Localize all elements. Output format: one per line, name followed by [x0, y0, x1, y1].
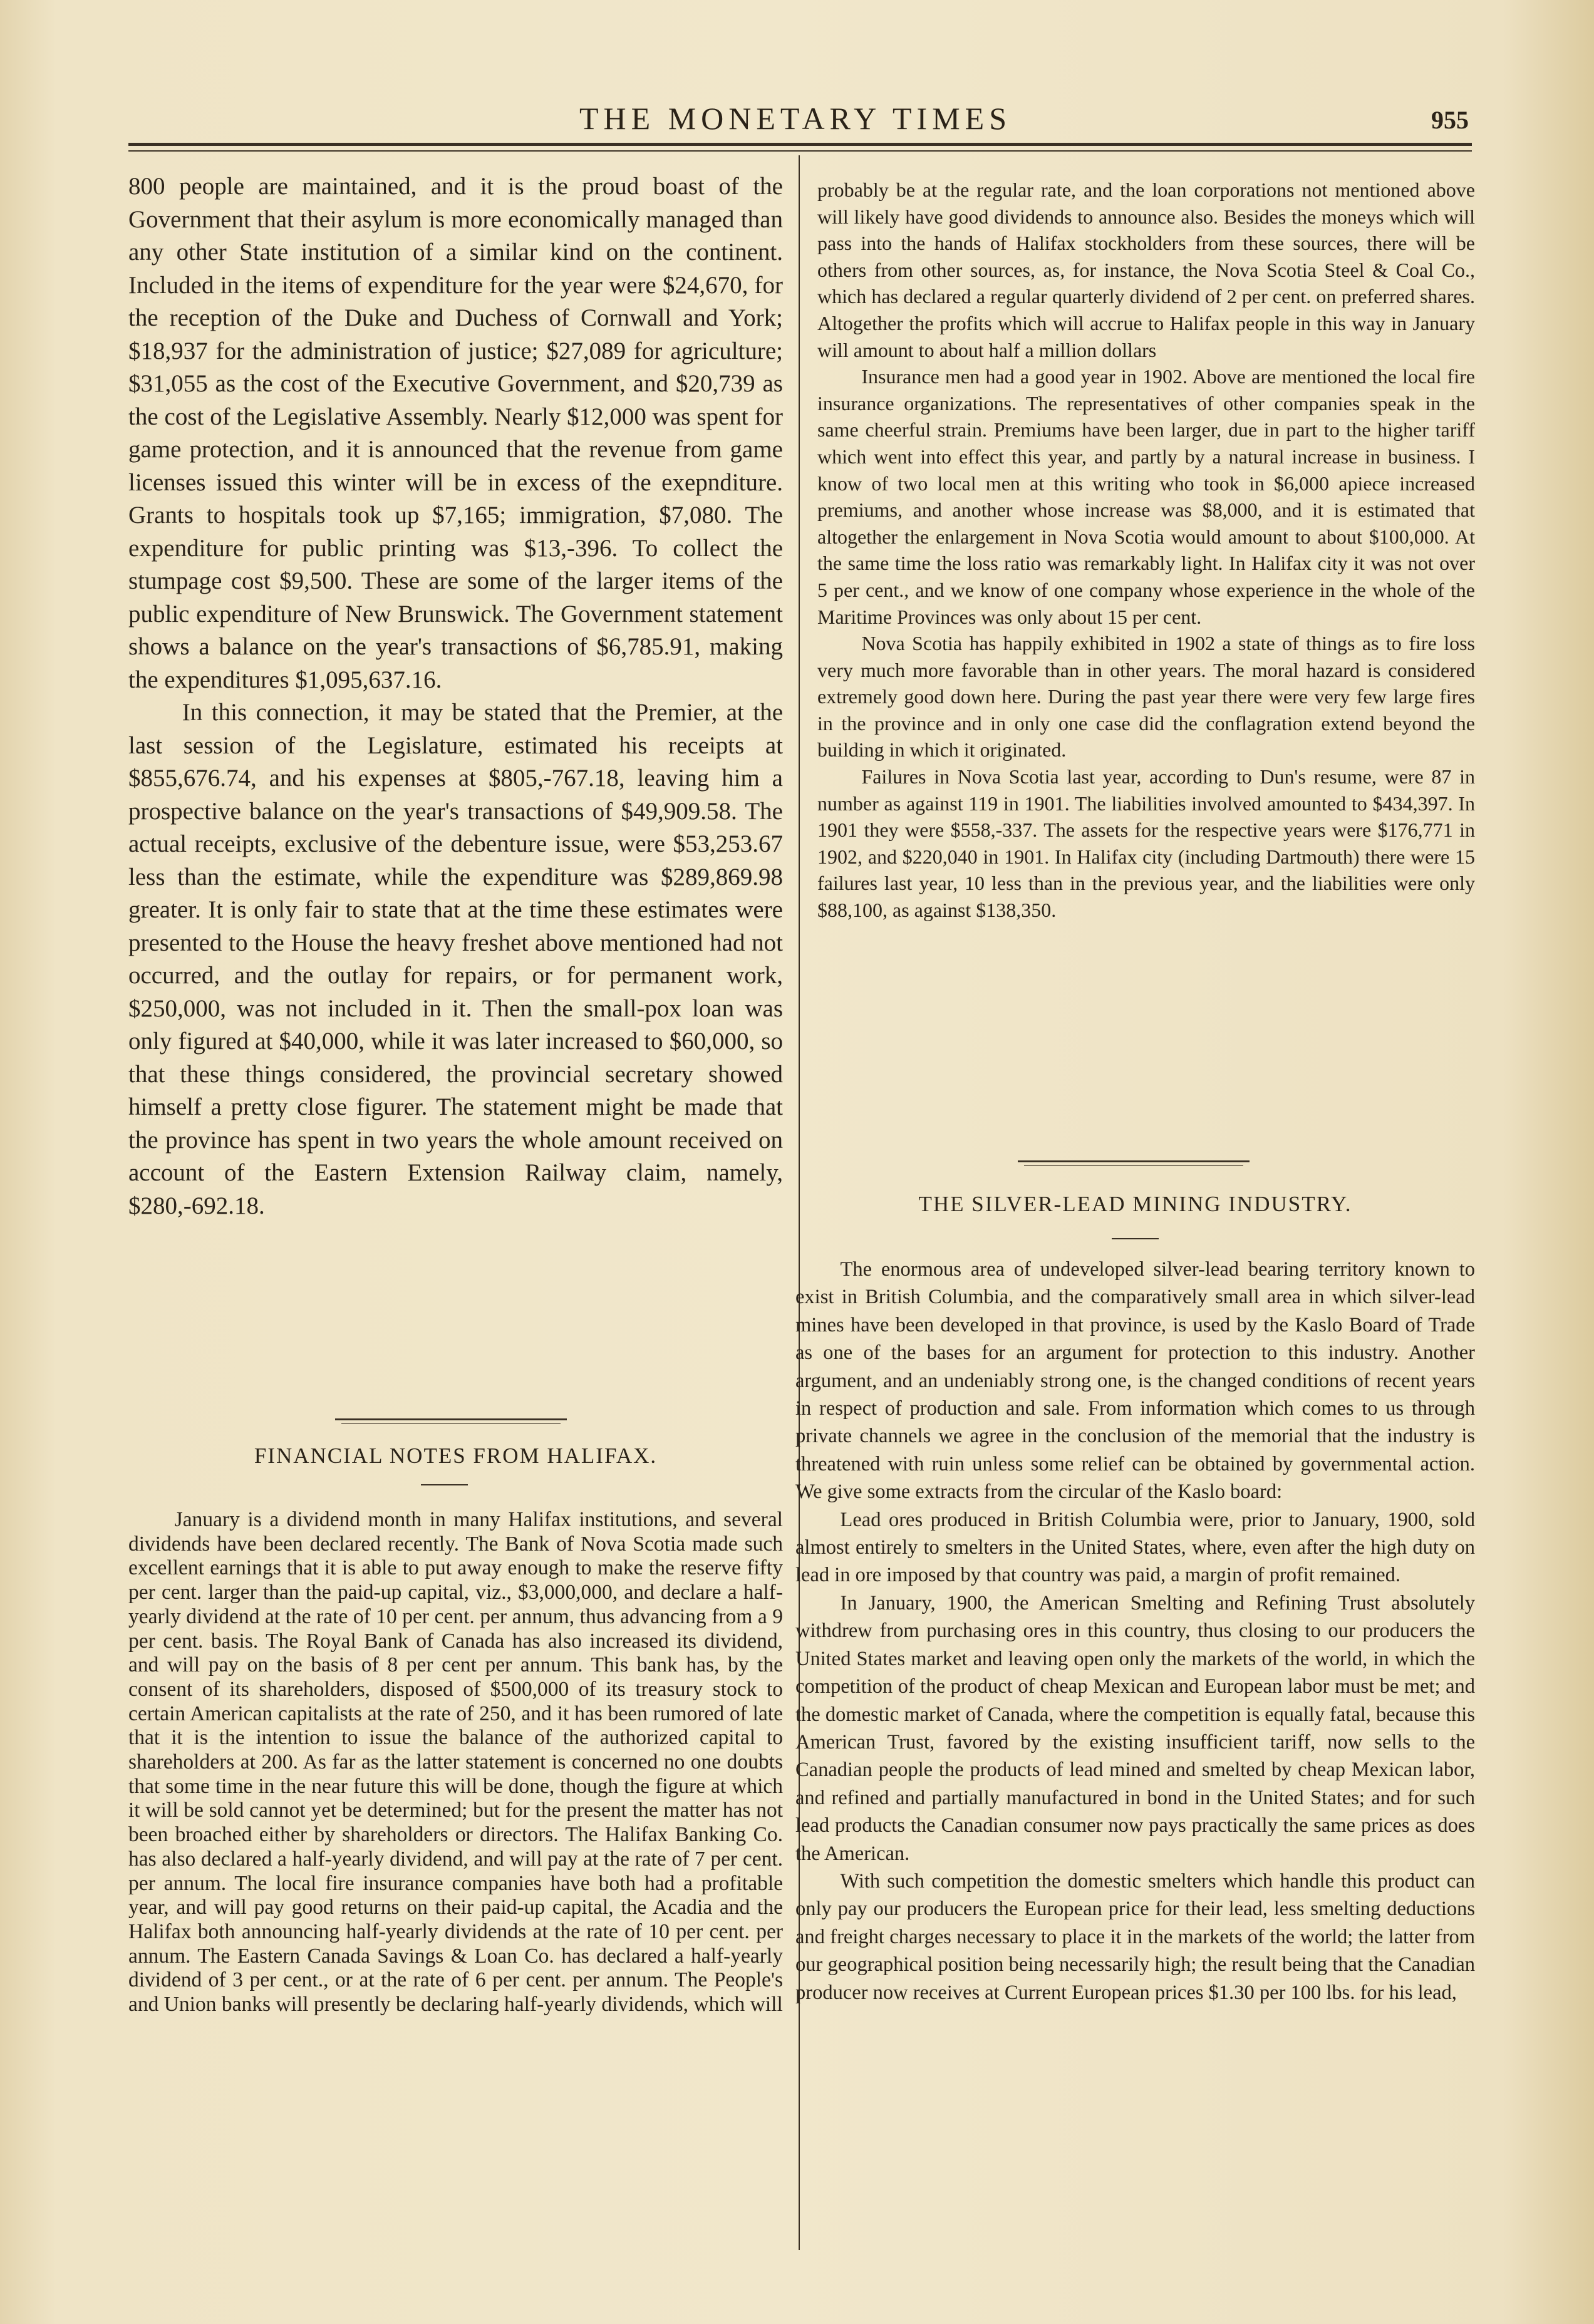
heading-dash	[1112, 1238, 1159, 1239]
paragraph: probably be at the regular rate, and the loan corporations not mentioned above will likely have good dividends to announce also. Besides the moneys which will pass into the hands of Halifax stockholders from these sources, there will be others from other sources, as, for instance, the Nova Scotia Steel & Coal Co., which has declared a regular quarterly dividend of 2 per cent. on preferred shares. Altogether the profits which will accrue to Halifax people in this way in January will amount to about half a million dollars	[817, 178, 1475, 361]
paragraph: Insurance men had a good year in 1902. Above are mentioned the local fire insurance organizations. The representatives of other companies speak in the same cheerful strain. Premiums have been larger, due in part to the higher tariff which went into effect this year, and partly by a natural increase in business. I know of two local men at this writing who took in $6,000 apiece increased premiums, and another whose increase was $8,000, and it is estimated that altogether the enlargement in Nova Scotia would amount to about $100,000. At the same time the loss ratio was remarkably light. In Halifax city it was not over 5 per cent., and we know of one company whose experience in the whole of the Maritime Provinces was only about 15 per cent.	[817, 365, 1475, 628]
paragraph: In January, 1900, the American Smelting and Refining Trust absolutely withdrew from purchasing ores in this country, thus closing to our producers the United States market and leaving open only the markets of the world, in which the competition of the product of cheap Mexican and European labor must be met; and the domestic market of Canada, where the competition is equally fatal, because this American Trust, favored by the existing insufficient tariff, now sells to the Canadian people the products of lead mined and smelted by cheap Mexican labor, and refined and partially manufactured in bond in the United States; and for such lead products the Canadian consumer now pays practically the same prices as does the American.	[795, 1591, 1475, 1865]
paragraph: Nova Scotia has happily exhibited in 1902 a state of things as to fire loss very much more favorable than in other years. The moral hazard is considered extremely good down here. During the past year there were very few large fires in the province and in only one case did the conflagration extend beyond the building in which it originated.	[817, 632, 1475, 762]
paragraph: With such competition the domestic smelters which handle this product can only pay our producers the European price for their lead, less smelting deductions and freight charges necessary to place it in the markets of the world; the latter from our geographical position being necessarily high; the result being that the Canadian producer now receives at Current European prices $1.30 per 100 lbs. for his lead,	[795, 1869, 1475, 2004]
header-rule-thick	[128, 143, 1472, 146]
left-column-article	[128, 170, 783, 1222]
section-separator	[1018, 1160, 1250, 1162]
heading-dash	[421, 1484, 468, 1485]
section-heading-halifax: FINANCIAL NOTES FROM HALIFAX.	[254, 1443, 658, 1468]
halifax-article	[128, 1508, 783, 2017]
masthead-title: THE MONETARY TIMES	[579, 101, 1012, 136]
page-number: 955	[1431, 106, 1469, 134]
paragraph: January is a dividend month in many Halifax institutions, and several dividends have been declared recently. The Bank of Nova Scotia made such excellent earnings that it is able to put away enough to make the reserve fifty per cent. larger than the paid-up capital, viz., $3,000,000, and declare a half-yearly dividend at the rate of 10 per cent. per annum, thus advancing from a 9 per cent. basis. The Royal Bank of Canada has also increased its dividend, and will pay on the basis of 8 per cent per annum. This bank has, by the consent of its shareholders, disposed of $500,000 of its treasury stock to certain American capitalists at the rate of 250, and it has been rumored of late that it is the intention to issue the balance of the authorized capital to shareholders at 200. As far as the latter statement is concerned no one doubts that some time in the near future this will be done, though the figure at which it will be sold cannot yet be determined; but for the present the matter has not been broached either by shareholders or directors. The Halifax Banking Co. has also declared a half-yearly dividend, and will pay at the rate of 7 per cent. per annum. The local fire insurance companies have both had a profitable year, and will pay good returns on their paid-up capital, the Acadia and the Halifax both announcing half-yearly dividends at the rate of 10 per cent. per annum. The Eastern Canada Savings & Loan Co. has declared a half-yearly dividend of 3 per cent., or at the rate of 6 per cent. per annum. The People's and Union banks will presently be declaring half-yearly dividends, which will	[128, 1508, 783, 2017]
silver-lead-article	[795, 1256, 1475, 2006]
section-separator-thin	[1024, 1165, 1243, 1166]
paragraph: Lead ores produced in British Columbia were, prior to January, 1900, sold almost entirely to smelters in the United States, where, even after the high duty on lead in ore imposed by that country was paid, a margin of profit remained.	[795, 1508, 1475, 1587]
paragraph: The enormous area of undeveloped silver-lead bearing territory known to exist in British Columbia, and the comparatively small area in which silver-lead mines have been developed in that province, is used by the Kaslo Board of Trade as one of the bases for an argument for protection to this industry. Another argument, and an undeniably strong one, is the changed conditions of recent years in respect of production and sale. From information which comes to us through private channels we agree in the conclusion of the memorial that the industry is threatened with ruin unless some relief can be obtained by governmental action. We give some extracts from the circular of the Kaslo board:	[795, 1258, 1475, 1504]
paragraph: In this connection, it may be stated that the Premier, at the last session of the Legislature, estimated his receipts at $855,676.74, and his expenses at $805,-767.18, leaving him a prospective balance on the year's transactions of $49,909.58. The actual receipts, exclusive of the debenture issue, were $53,253.67 less than the estimate, while the expenditure was $289,869.98 greater. It is only fair to state that at the time these estimates were presented to the House the heavy freshet above mentioned had not occurred, and the outlay for repairs, or for permanent work, $250,000, was not included in it. Then the small-pox loan was only figured at $40,000, while it was later increased to $60,000, so that these things considered, the provincial secretary showed himself a pretty close figurer. The statement might be made that the province has spent in two years the whole amount received on account of the Eastern Extension Railway claim, namely, $280,-692.18.	[128, 699, 783, 1219]
right-column-article	[817, 177, 1475, 924]
paragraph: 800 people are maintained, and it is the proud boast of the Government that their asylum is more economically managed than any other State institution of a similar kind on the continent. Included in the items of expenditure for the year were $24,670, for the reception of the Duke and Duchess of Cornwall and York; $18,937 for the administration of justice; $27,089 for agriculture; $31,055 as the cost of the Executive Government, and $20,739 as the cost of the Legislative Assembly. Nearly $12,000 was spent for game protection, and it is announced that the revenue from game licenses issued this winter will be in excess of the exepnditure. Grants to hospitals took up $7,165; immigration, $7,080. The expenditure for public printing was $13,-396. To collect the stumpage cost $9,500. These are some of the larger items of the public expenditure of New Brunswick. The Government statement shows a balance on the year's transactions of $6,785.91, making the expenditures $1,095,637.16.	[128, 173, 783, 693]
section-heading-silver-lead: THE SILVER-LEAD MINING INDUSTRY.	[918, 1192, 1352, 1216]
paragraph: Failures in Nova Scotia last year, according to Dun's resume, were 87 in number as against 119 in 1901. The liabilities involved amounted to $434,397. In 1901 they were $558,-337. The assets for the respective years were $176,771 in 1902, and $220,040 in 1901. In Halifax city (including Dartmouth) there were 15 failures last year, 10 less than in the previous year, and the liabilities were only $88,100, as against $138,350.	[817, 765, 1475, 922]
section-separator-thin	[341, 1423, 561, 1424]
header-rule-thin	[128, 150, 1472, 152]
section-separator	[335, 1418, 567, 1420]
